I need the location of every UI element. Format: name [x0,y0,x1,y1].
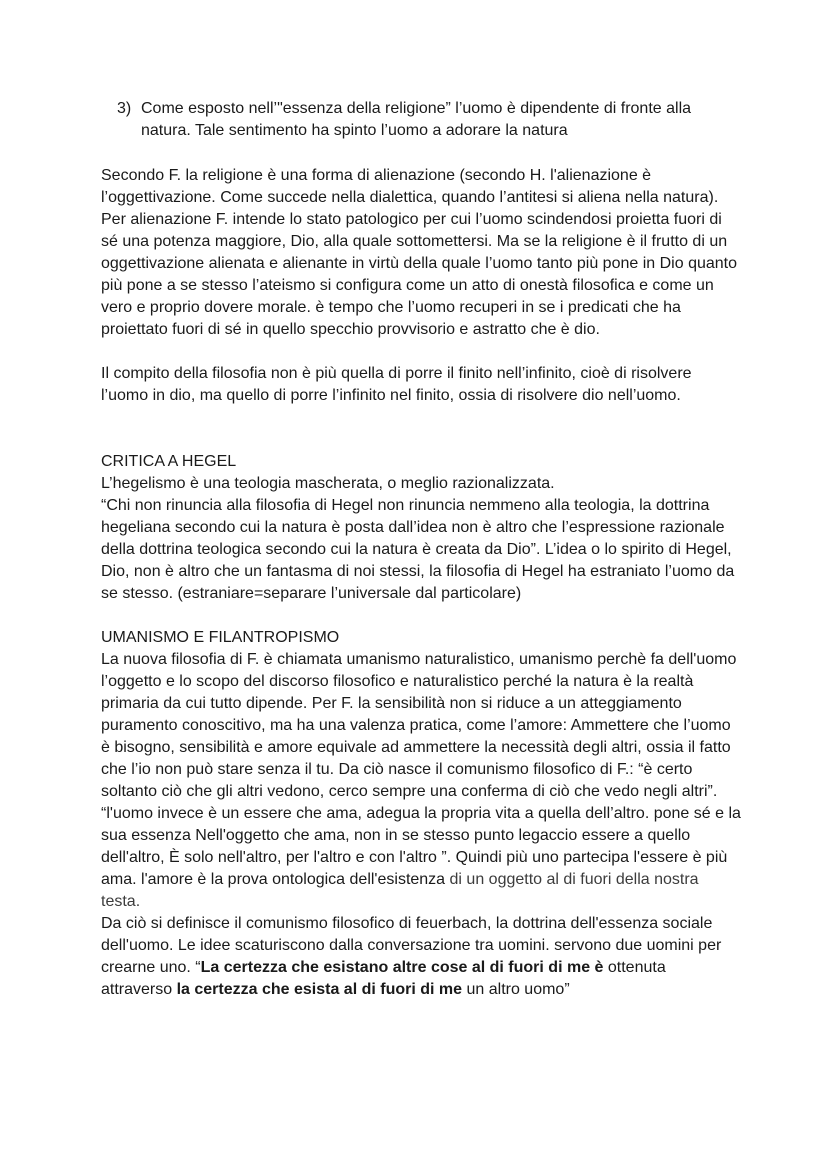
list-item-text: Come esposto nell’"essenza della religione” l’uomo è dipendente di fronte alla natura. Tale sentimento ha spinto l’uomo a adorare la natura [141,100,692,139]
paragraph-compito-filosofia: Il compito della filosofia non è più quella di porre il finito nell’infinito, cioè di risolvere l’uomo in dio, ma quello di porre l’infinito nel finito, ossia di risolvere dio nell’uomo. [101,365,692,404]
list-number: 3) [117,100,132,117]
paragraph-umanismo-naturalistico: La nuova filosofia di F. è chiamata umanismo naturalistico, umanismo perchè fa dell'uomo l’oggetto e lo scopo del discorso filosofico e naturalistico perché la natura è la realtà primaria da cui tutto dipende. Per F. la sensibilità non si riduce a un atteggiamento puramento conoscitivo, ma ha una valenza pratica, come l’amore: Ammettere che l’uomo è bisogno, sensibilità e amore equivale ad ammettere la necessità degli altri, ossia il fatto che l’io non può stare senza il tu. Da ciò nasce il comunismo filosofico di F.: “è certo soltanto ciò che gli altri vedono, cerco sempre una conferma di ciò che vedo negli altri”. [101,651,737,800]
comunismo-text-b: ottenuta attraverso [101,959,666,998]
paragraph-hegel-quote: “Chi non rinuncia alla filosofia di Hegel non rinuncia nemmeno alla teologia, la dottrina hegeliana secondo cui la natura è posta dall’idea non è altro che l’espressione razionale della dottrina teologica secondo cui la natura è creata da Dio”. L’idea o lo spirito di Hegel, Dio, non è altro che un fantasma di noi stessi, la filosofia di Hegel ha estraniato l’uomo da se stesso. (estraniare=separare l’universale dal particolare) [101,497,735,602]
document-page [101,98,741,1001]
paragraph-hegelismo: L’hegelismo è una teologia mascherata, o meglio razionalizzata. [101,475,555,492]
paragraph-comunismo-filosofico [101,913,741,1001]
paragraph-alienazione: Secondo F. la religione è una forma di alienazione (secondo H. l'alienazione è l’oggettivazione. Come succede nella dialettica, quando l’antitesi si aliena nella natura). Per alienazione F. intende lo stato patologico per cui l’uomo scindendosi proietta fuori di sé una potenza maggiore, Dio, alla quale sottomettersi. Ma se la religione è il frutto di un oggettivazione alienata e alienante in virtù della quale l’uomo tanto più pone in Dio quanto più pone a se stesso l’ateismo si configura come un atto di onestà filosofica e come un vero e proprio dovere morale. è tempo che l’uomo recuperi in se i predicati che ha proiettato fuori di sé in quello specchio provvisorio e astratto che è dio. [101,167,738,338]
comunismo-bold-1: La certezza che esistano altre cose al di fuori di me è [200,959,604,976]
amore-text-tail: di un oggetto al di fuori della nostra testa. [101,871,699,910]
section-heading-critica-hegel: CRITICA A HEGEL [101,453,237,470]
list-item-3 [101,98,741,142]
amore-text: “l'uomo invece è un essere che ama, adegua la propria vita a quella dell’altro. pone sé e la sua essenza Nell'oggetto che ama, non in se stesso punto legaccio essere a quello dell'altro, È solo nell'altro, per l'altro e con l'altro ”. Quindi più uno partecipa l'essere è più ama. l'amore è la prova ontologica dell'esistenza [101,805,741,888]
section-heading-umanismo: UMANISMO E FILANTROPISMO [101,629,340,646]
comunismo-bold-2: la certezza che esista al di fuori di me [176,981,463,998]
paragraph-amore [101,803,741,913]
comunismo-text-c: un altro uomo” [462,981,570,998]
comunismo-text-a: Da ciò si definisce il comunismo filosofico di feuerbach, la dottrina dell'essenza sociale dell'uomo. Le idee scaturiscono dalla conversazione tra uomini. servono due uomini per crearne uno. “ [101,915,722,976]
